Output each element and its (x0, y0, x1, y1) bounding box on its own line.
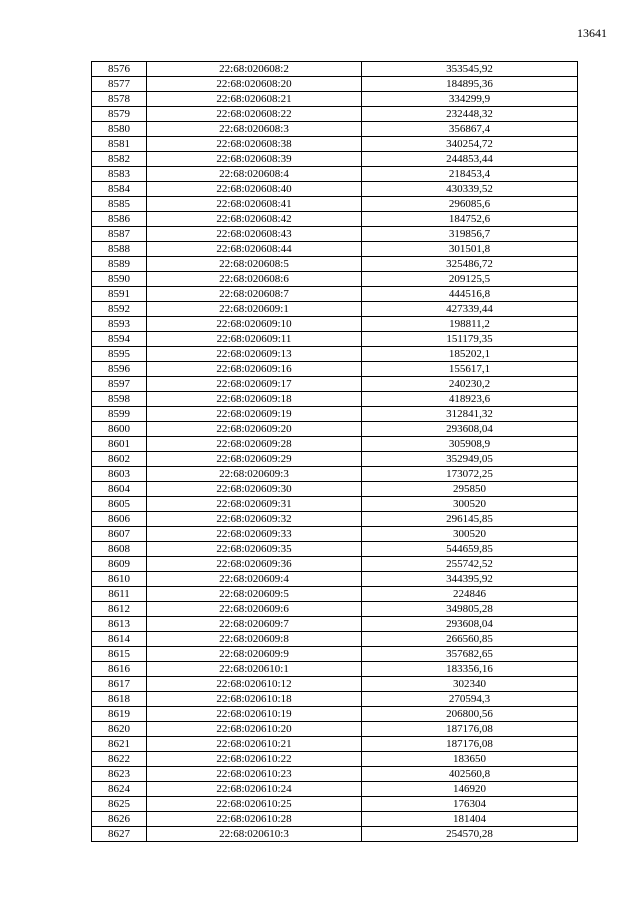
value-cell: 300520 (362, 497, 578, 512)
value-cell: 296145,85 (362, 512, 578, 527)
row-number-cell: 8608 (92, 542, 147, 557)
table-row (92, 782, 578, 797)
row-number-cell: 8609 (92, 557, 147, 572)
table-row (92, 752, 578, 767)
table-row (92, 62, 578, 77)
value-cell: 402560,8 (362, 767, 578, 782)
cadastral-number-cell: 22:68:020610:21 (147, 737, 362, 752)
value-cell: 183356,16 (362, 662, 578, 677)
value-cell: 295850 (362, 482, 578, 497)
row-number-cell: 8591 (92, 287, 147, 302)
value-cell: 244853,44 (362, 152, 578, 167)
row-number-cell: 8601 (92, 437, 147, 452)
row-number-cell: 8611 (92, 587, 147, 602)
value-cell: 187176,08 (362, 722, 578, 737)
row-number-cell: 8582 (92, 152, 147, 167)
cadastral-number-cell: 22:68:020608:40 (147, 182, 362, 197)
row-number-cell: 8588 (92, 242, 147, 257)
value-cell: 184752,6 (362, 212, 578, 227)
row-number-cell: 8618 (92, 692, 147, 707)
row-number-cell: 8578 (92, 92, 147, 107)
value-cell: 254570,28 (362, 827, 578, 842)
value-cell: 302340 (362, 677, 578, 692)
table-row (92, 557, 578, 572)
row-number-cell: 8576 (92, 62, 147, 77)
cadastral-number-cell: 22:68:020609:4 (147, 572, 362, 587)
table-row (92, 617, 578, 632)
value-cell: 296085,6 (362, 197, 578, 212)
row-number-cell: 8627 (92, 827, 147, 842)
row-number-cell: 8623 (92, 767, 147, 782)
row-number-cell: 8613 (92, 617, 147, 632)
cadastral-number-cell: 22:68:020609:10 (147, 317, 362, 332)
row-number-cell: 8592 (92, 302, 147, 317)
value-cell: 184895,36 (362, 77, 578, 92)
row-number-cell: 8605 (92, 497, 147, 512)
table-row (92, 332, 578, 347)
cadastral-number-cell: 22:68:020610:3 (147, 827, 362, 842)
value-cell: 240230,2 (362, 377, 578, 392)
value-cell: 544659,85 (362, 542, 578, 557)
value-cell: 293608,04 (362, 617, 578, 632)
row-number-cell: 8584 (92, 182, 147, 197)
row-number-cell: 8619 (92, 707, 147, 722)
row-number-cell: 8612 (92, 602, 147, 617)
row-number-cell: 8614 (92, 632, 147, 647)
cadastral-number-cell: 22:68:020609:11 (147, 332, 362, 347)
value-cell: 255742,52 (362, 557, 578, 572)
value-cell: 266560,85 (362, 632, 578, 647)
row-number-cell: 8617 (92, 677, 147, 692)
cadastral-number-cell: 22:68:020609:6 (147, 602, 362, 617)
table-row (92, 707, 578, 722)
table-row (92, 182, 578, 197)
cadastral-number-cell: 22:68:020609:13 (147, 347, 362, 362)
row-number-cell: 8586 (92, 212, 147, 227)
table-row (92, 767, 578, 782)
table-row (92, 632, 578, 647)
value-cell: 325486,72 (362, 257, 578, 272)
cadastral-number-cell: 22:68:020609:1 (147, 302, 362, 317)
table-row (92, 587, 578, 602)
cadastral-number-cell: 22:68:020610:20 (147, 722, 362, 737)
row-number-cell: 8599 (92, 407, 147, 422)
table-row (92, 167, 578, 182)
table-row (92, 317, 578, 332)
table-row (92, 827, 578, 842)
table-row (92, 527, 578, 542)
cadastral-number-cell: 22:68:020608:22 (147, 107, 362, 122)
cadastral-number-cell: 22:68:020610:25 (147, 797, 362, 812)
table-row (92, 257, 578, 272)
cadastral-number-cell: 22:68:020610:18 (147, 692, 362, 707)
row-number-cell: 8616 (92, 662, 147, 677)
value-cell: 427339,44 (362, 302, 578, 317)
cadastral-number-cell: 22:68:020608:6 (147, 272, 362, 287)
cadastral-number-cell: 22:68:020609:16 (147, 362, 362, 377)
row-number-cell: 8581 (92, 137, 147, 152)
table-row (92, 722, 578, 737)
table-row (92, 362, 578, 377)
cadastral-number-cell: 22:68:020610:28 (147, 812, 362, 827)
cadastral-number-cell: 22:68:020609:33 (147, 527, 362, 542)
cadastral-number-cell: 22:68:020609:5 (147, 587, 362, 602)
value-cell: 430339,52 (362, 182, 578, 197)
row-number-cell: 8590 (92, 272, 147, 287)
table-row (92, 122, 578, 137)
row-number-cell: 8615 (92, 647, 147, 662)
table-row (92, 347, 578, 362)
table-row (92, 287, 578, 302)
value-cell: 232448,32 (362, 107, 578, 122)
cadastral-number-cell: 22:68:020608:3 (147, 122, 362, 137)
cadastral-number-cell: 22:68:020609:7 (147, 617, 362, 632)
value-cell: 224846 (362, 587, 578, 602)
row-number-cell: 8607 (92, 527, 147, 542)
table-row (92, 107, 578, 122)
row-number-cell: 8622 (92, 752, 147, 767)
row-number-cell: 8625 (92, 797, 147, 812)
cadastral-number-cell: 22:68:020609:19 (147, 407, 362, 422)
row-number-cell: 8594 (92, 332, 147, 347)
table-row (92, 812, 578, 827)
cadastral-number-cell: 22:68:020609:36 (147, 557, 362, 572)
value-cell: 305908,9 (362, 437, 578, 452)
table-row (92, 92, 578, 107)
value-cell: 181404 (362, 812, 578, 827)
value-cell: 183650 (362, 752, 578, 767)
table-row (92, 647, 578, 662)
table-row (92, 227, 578, 242)
cadastral-number-cell: 22:68:020609:28 (147, 437, 362, 452)
table-row (92, 302, 578, 317)
cadastral-number-cell: 22:68:020610:19 (147, 707, 362, 722)
cadastral-number-cell: 22:68:020609:18 (147, 392, 362, 407)
table-row (92, 602, 578, 617)
row-number-cell: 8620 (92, 722, 147, 737)
cadastral-number-cell: 22:68:020608:39 (147, 152, 362, 167)
cadastral-number-cell: 22:68:020608:41 (147, 197, 362, 212)
value-cell: 270594,3 (362, 692, 578, 707)
cadastral-number-cell: 22:68:020608:20 (147, 77, 362, 92)
row-number-cell: 8585 (92, 197, 147, 212)
row-number-cell: 8610 (92, 572, 147, 587)
cadastral-value-table (91, 61, 578, 842)
table-row (92, 797, 578, 812)
table-row (92, 542, 578, 557)
cadastral-number-cell: 22:68:020608:43 (147, 227, 362, 242)
row-number-cell: 8580 (92, 122, 147, 137)
cadastral-number-cell: 22:68:020608:38 (147, 137, 362, 152)
cadastral-number-cell: 22:68:020608:44 (147, 242, 362, 257)
table-row (92, 482, 578, 497)
cadastral-number-cell: 22:68:020610:22 (147, 752, 362, 767)
value-cell: 312841,32 (362, 407, 578, 422)
value-cell: 173072,25 (362, 467, 578, 482)
page-number: 13641 (577, 26, 607, 40)
value-cell: 334299,9 (362, 92, 578, 107)
value-cell: 444516,8 (362, 287, 578, 302)
value-cell: 198811,2 (362, 317, 578, 332)
cadastral-number-cell: 22:68:020609:17 (147, 377, 362, 392)
value-cell: 301501,8 (362, 242, 578, 257)
row-number-cell: 8595 (92, 347, 147, 362)
cadastral-number-cell: 22:68:020610:1 (147, 662, 362, 677)
table-row (92, 392, 578, 407)
row-number-cell: 8583 (92, 167, 147, 182)
cadastral-number-cell: 22:68:020610:23 (147, 767, 362, 782)
table-row (92, 152, 578, 167)
row-number-cell: 8598 (92, 392, 147, 407)
table-row (92, 212, 578, 227)
cadastral-number-cell: 22:68:020609:8 (147, 632, 362, 647)
cadastral-number-cell: 22:68:020608:5 (147, 257, 362, 272)
table-row (92, 467, 578, 482)
value-cell: 185202,1 (362, 347, 578, 362)
row-number-cell: 8587 (92, 227, 147, 242)
table-row (92, 197, 578, 212)
row-number-cell: 8621 (92, 737, 147, 752)
value-cell: 349805,28 (362, 602, 578, 617)
cadastral-number-cell: 22:68:020609:20 (147, 422, 362, 437)
value-cell: 151179,35 (362, 332, 578, 347)
row-number-cell: 8589 (92, 257, 147, 272)
value-cell: 300520 (362, 527, 578, 542)
cadastral-number-cell: 22:68:020609:35 (147, 542, 362, 557)
value-cell: 176304 (362, 797, 578, 812)
row-number-cell: 8596 (92, 362, 147, 377)
value-cell: 352949,05 (362, 452, 578, 467)
row-number-cell: 8604 (92, 482, 147, 497)
value-cell: 340254,72 (362, 137, 578, 152)
cadastral-number-cell: 22:68:020609:32 (147, 512, 362, 527)
cadastral-number-cell: 22:68:020608:21 (147, 92, 362, 107)
value-cell: 155617,1 (362, 362, 578, 377)
value-cell: 187176,08 (362, 737, 578, 752)
value-cell: 344395,92 (362, 572, 578, 587)
cadastral-number-cell: 22:68:020610:12 (147, 677, 362, 692)
table-row (92, 377, 578, 392)
cadastral-number-cell: 22:68:020608:42 (147, 212, 362, 227)
table-row (92, 242, 578, 257)
table-row (92, 77, 578, 92)
cadastral-number-cell: 22:68:020610:24 (147, 782, 362, 797)
value-cell: 218453,4 (362, 167, 578, 182)
cadastral-number-cell: 22:68:020608:4 (147, 167, 362, 182)
value-cell: 319856,7 (362, 227, 578, 242)
row-number-cell: 8626 (92, 812, 147, 827)
value-cell: 356867,4 (362, 122, 578, 137)
row-number-cell: 8624 (92, 782, 147, 797)
table-row (92, 272, 578, 287)
table-row (92, 422, 578, 437)
row-number-cell: 8579 (92, 107, 147, 122)
value-cell: 206800,56 (362, 707, 578, 722)
row-number-cell: 8606 (92, 512, 147, 527)
table-row (92, 662, 578, 677)
table-row (92, 692, 578, 707)
row-number-cell: 8603 (92, 467, 147, 482)
table-row (92, 512, 578, 527)
table-row (92, 407, 578, 422)
row-number-cell: 8577 (92, 77, 147, 92)
table-row (92, 572, 578, 587)
value-cell: 146920 (362, 782, 578, 797)
cadastral-number-cell: 22:68:020609:3 (147, 467, 362, 482)
table-row (92, 677, 578, 692)
cadastral-number-cell: 22:68:020609:29 (147, 452, 362, 467)
value-cell: 209125,5 (362, 272, 578, 287)
cadastral-number-cell: 22:68:020609:9 (147, 647, 362, 662)
row-number-cell: 8597 (92, 377, 147, 392)
cadastral-number-cell: 22:68:020609:31 (147, 497, 362, 512)
row-number-cell: 8602 (92, 452, 147, 467)
value-cell: 357682,65 (362, 647, 578, 662)
row-number-cell: 8600 (92, 422, 147, 437)
value-cell: 293608,04 (362, 422, 578, 437)
table-row (92, 737, 578, 752)
table-body (92, 62, 578, 842)
value-cell: 418923,6 (362, 392, 578, 407)
table-row (92, 137, 578, 152)
table-row (92, 437, 578, 452)
table-row (92, 497, 578, 512)
value-cell: 353545,92 (362, 62, 578, 77)
cadastral-number-cell: 22:68:020608:7 (147, 287, 362, 302)
cadastral-number-cell: 22:68:020608:2 (147, 62, 362, 77)
table-row (92, 452, 578, 467)
cadastral-number-cell: 22:68:020609:30 (147, 482, 362, 497)
row-number-cell: 8593 (92, 317, 147, 332)
